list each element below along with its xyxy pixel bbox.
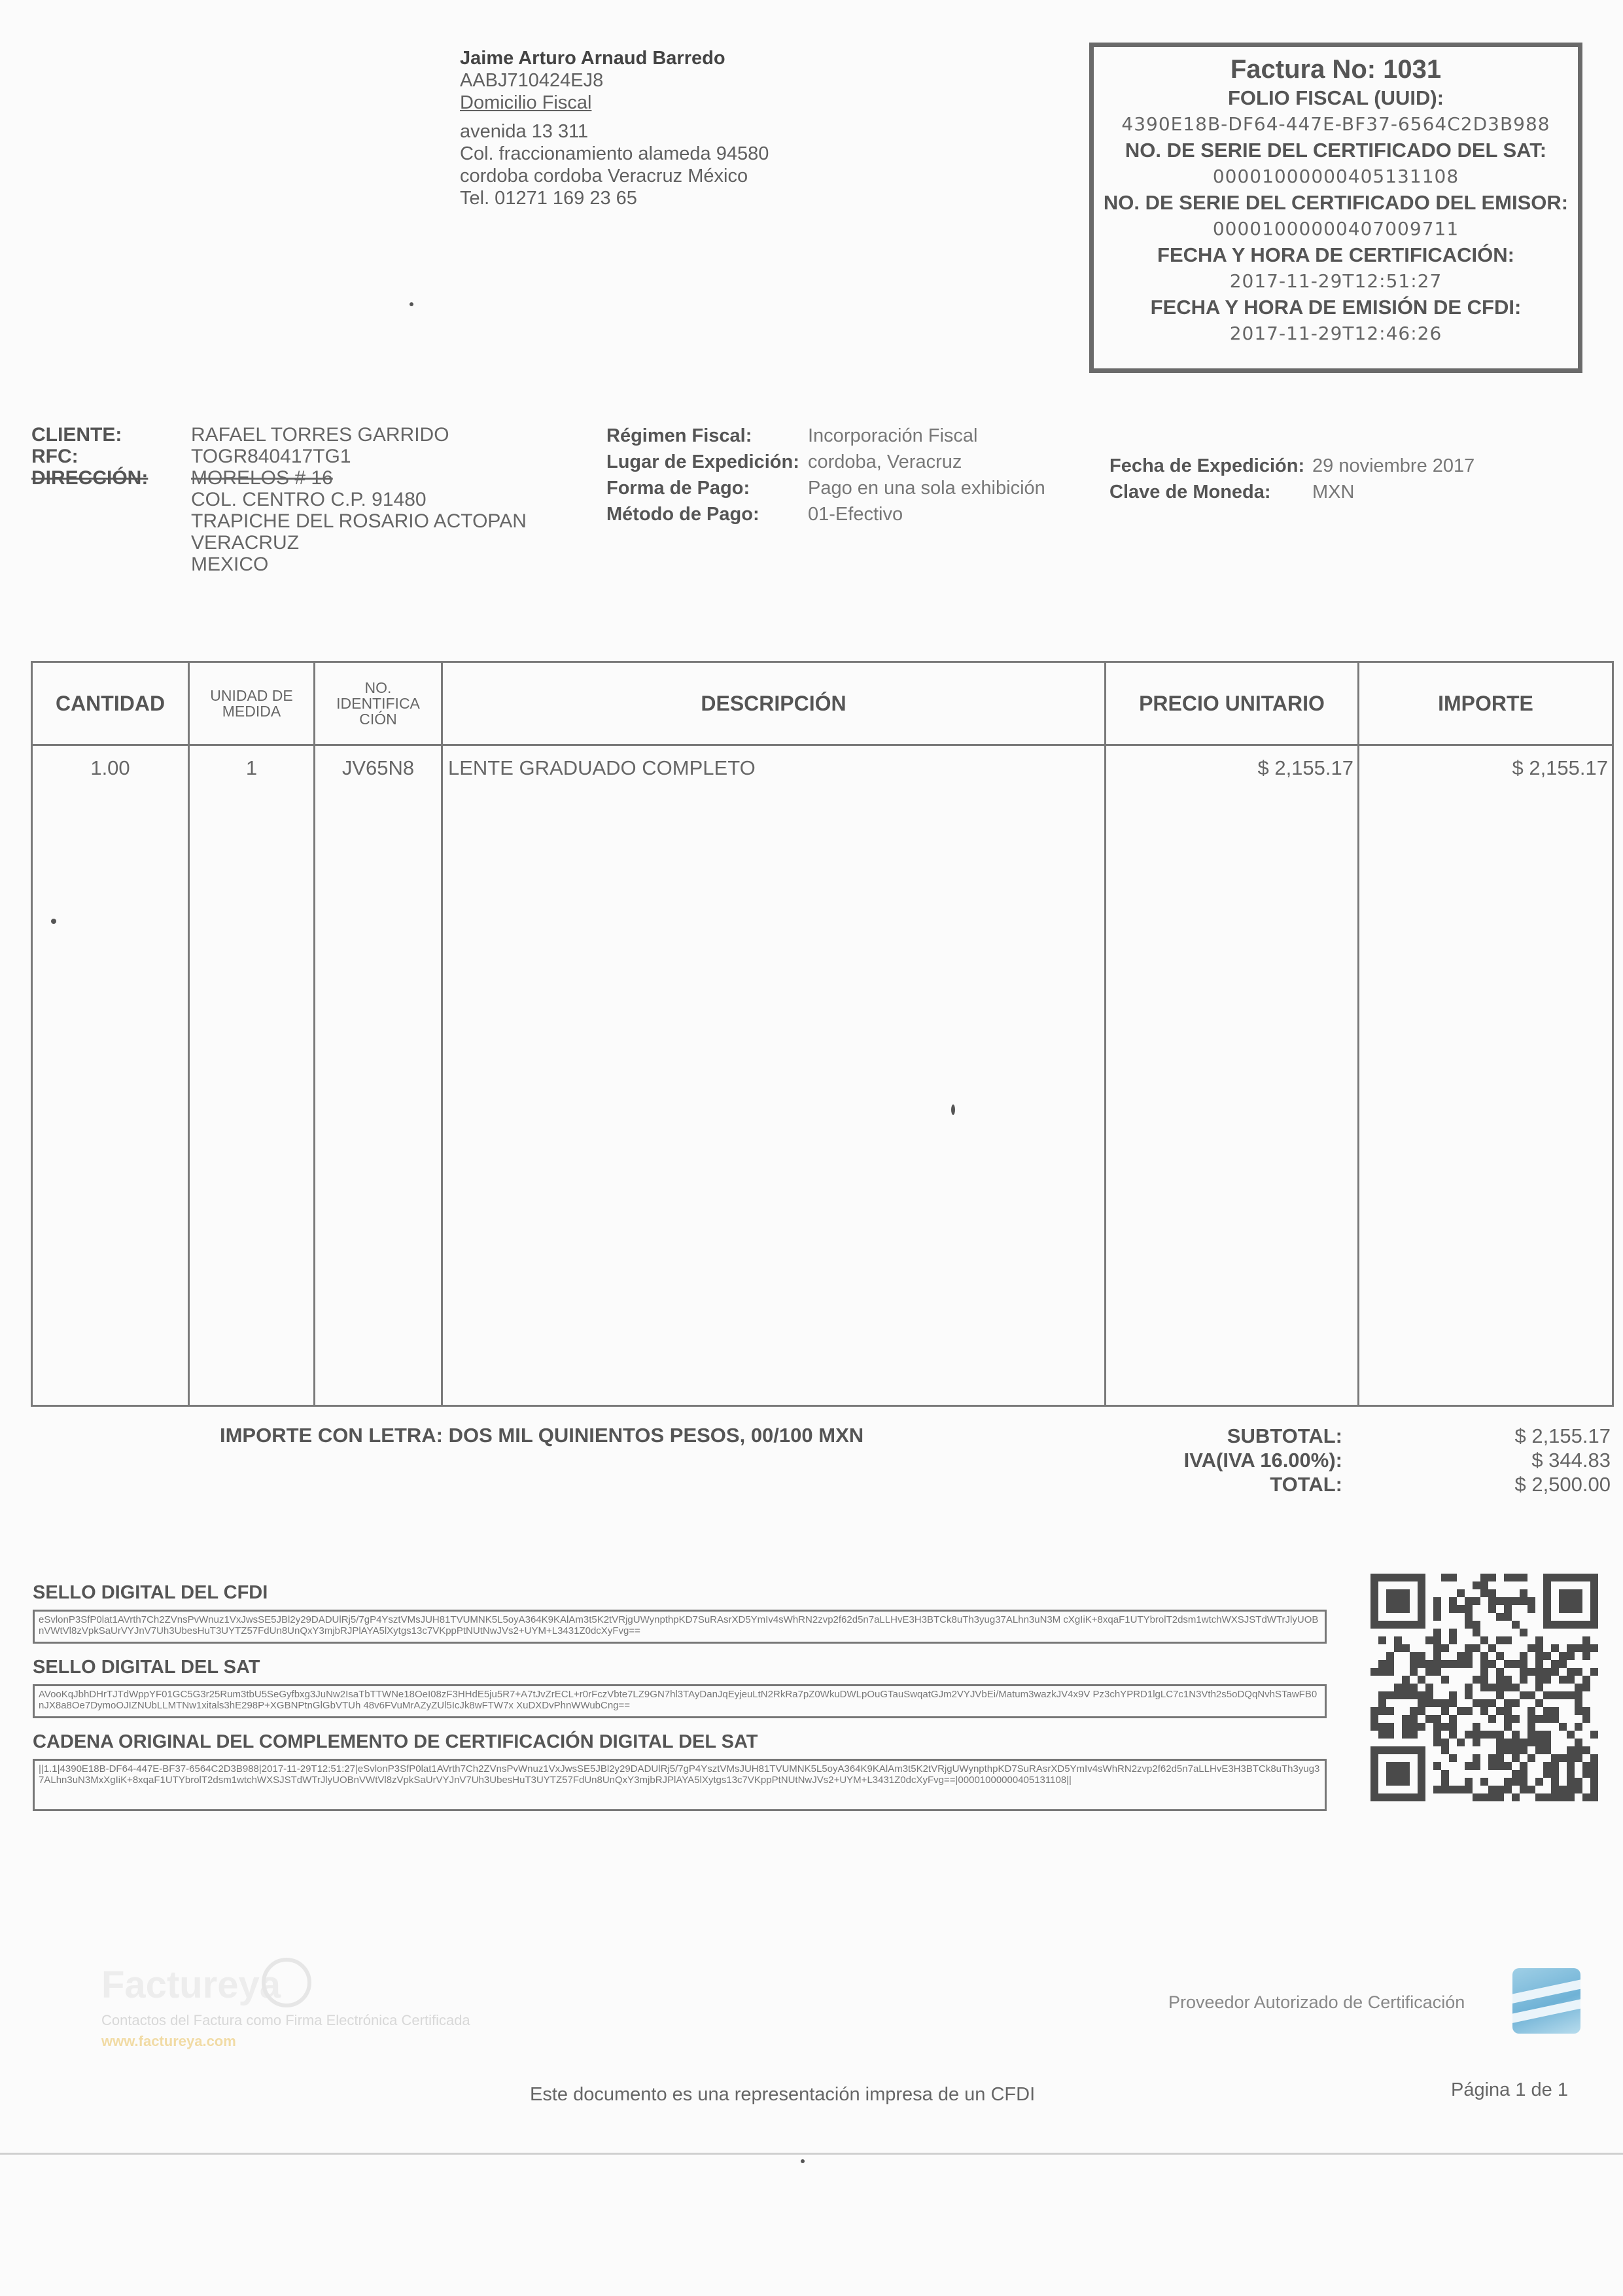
issuer-domicilio-label: Domicilio Fiscal [460, 92, 592, 113]
table-row [32, 745, 1613, 1406]
sello-cfdi-label: SELLO DIGITAL DEL CFDI [33, 1582, 268, 1603]
client-address-3: TRAPICHE DEL ROSARIO ACTOPAN [191, 510, 527, 532]
issuer-name: Jaime Arturo Arnaud Barredo [460, 48, 725, 69]
header-unidad-line-1: UNIDAD DE [210, 687, 293, 704]
importe-con-letra: IMPORTE CON LETRA: DOS MIL QUINIENTOS PESOS, 00/100 MXN [220, 1424, 864, 1447]
invoice-title: Factura No: 1031 [1230, 55, 1442, 84]
client-address-5: MEXICO [191, 554, 269, 575]
totals-values [1439, 1424, 1611, 1496]
iva-value: $ 344.83 [1531, 1449, 1611, 1472]
table-header-row [32, 662, 1613, 745]
fecha-expedicion-label: Fecha de Expedición: [1109, 455, 1305, 476]
total-label: TOTAL: [1270, 1473, 1342, 1496]
sello-sat-box: AVooKqJbhDHrTJTdWppYF01GC5G3r25Rum3tbU5SeGyfbxg3JuNw2IsaTbTTWNe18OeI08zF3HHdE5ju5R7+A7tJvZrECL+r0rFczVbte7LZ9GN7hl3TAyDanJqEyjeuLtN2RkRa7pZ0WkuDWLpOuGTauSwqatGJm2VYJVbEi/Matum3wazkJV4x9V Pz3chYPRD1lgLC7c1N3Vth2s5oDQqNvhSTawFB0 nJX8a8Oe7DymoOJIZNUbLLMTNw1xitals3hE298P+XGBNPtnGlGbVTUh 48v6FVuMrAZyZUl5IcJk8wFTW7x XuDXDvPhnWWubCng== [33, 1684, 1327, 1718]
serie-emisor-label: NO. DE SERIE DEL CERTIFICADO DEL EMISOR: [1103, 191, 1569, 214]
brand-logo: Factureya [101, 1964, 281, 2006]
provider-label: Proveedor Autorizado de Certificación [1168, 1992, 1465, 2012]
header-noid-line-3: CIÓN [359, 711, 397, 728]
client-rfc: TOGR840417TG1 [191, 446, 351, 467]
brand-ring-icon [262, 1958, 311, 2007]
serie-sat-value: 00001000000405131108 [1212, 166, 1459, 187]
serie-sat-label: NO. DE SERIE DEL CERTIFICADO DEL SAT: [1125, 139, 1547, 162]
header-unidad-line-2: MEDIDA [222, 703, 281, 720]
header-precio: PRECIO UNITARIO [1106, 662, 1359, 745]
regimen-label: Régimen Fiscal: [606, 425, 752, 446]
header-noid-line-1: NO. [364, 679, 392, 696]
issuer-rfc: AABJ710424EJ8 [460, 70, 604, 91]
row-importe: $ 2,155.17 [1359, 745, 1613, 1406]
fecha-cert-value: 2017-11-29T12:51:27 [1229, 270, 1442, 292]
items-table [31, 661, 1614, 1407]
row-cantidad: 1.00 [32, 745, 189, 1406]
client-name: RAFAEL TORRES GARRIDO [191, 424, 449, 446]
client-address-2: COL. CENTRO C.P. 91480 [191, 489, 427, 510]
fecha-expedicion-value: 29 noviembre 2017 [1312, 455, 1475, 476]
page-bottom-rule [0, 2153, 1623, 2155]
forma-value: Pago en una sola exhibición [808, 478, 1045, 499]
subtotal-label: SUBTOTAL: [1227, 1424, 1342, 1447]
header-cantidad: CANTIDAD [32, 662, 189, 745]
brand-subtitle: Contactos del Factura como Firma Electrónica Certificada [101, 2012, 470, 2028]
moneda-label: Clave de Moneda: [1109, 482, 1271, 503]
scan-speck [51, 919, 56, 924]
invoice-info-box [1089, 43, 1582, 373]
issuer-address-2: Col. fraccionamiento alameda 94580 [460, 143, 769, 164]
brand-url: www.factureya.com [101, 2033, 236, 2049]
serie-emisor-value: 00001000000407009711 [1212, 218, 1459, 239]
subtotal-value: $ 2,155.17 [1514, 1424, 1611, 1447]
page-number: Página 1 de 1 [1451, 2079, 1568, 2100]
scan-speck [951, 1104, 955, 1115]
sello-sat-label: SELLO DIGITAL DEL SAT [33, 1657, 260, 1678]
header-no-identificacion [315, 662, 442, 745]
issuer-block [460, 47, 769, 209]
moneda-value: MXN [1312, 482, 1355, 503]
header-unidad [189, 662, 315, 745]
cliente-label: CLIENTE: [31, 424, 122, 446]
direccion-label: DIRECCIÓN: [31, 467, 148, 489]
regimen-value: Incorporación Fiscal [808, 425, 978, 446]
metodo-value: 01-Efectivo [808, 504, 903, 525]
lugar-value: cordoba, Veracruz [808, 451, 962, 472]
client-address-1: MORELOS # 16 [191, 467, 333, 489]
folio-label: FOLIO FISCAL (UUID): [1227, 86, 1444, 109]
fecha-emision-value: 2017-11-29T12:46:26 [1229, 323, 1442, 344]
cadena-original-box: ||1.1|4390E18B-DF64-447E-BF37-6564C2D3B988|2017-11-29T12:51:27|eSvlonP3SfP0lat1AVrth7Ch2ZVnsPvWnuz1VxJwsSE5JBl2y29DADUlRj5/7gP4YsztVMsJUH81TVUMNK5L5oyA364K9KAlAm3t5K2tVRjgUWynpthpKD7SuRAsrXD5YmIv4sWhRN2zvp2f62d5n7aLLHvE3H3BTCk8uTh3yug37ALhn3uN3MxXgIiK+8xqaF1UTYbrolT2dsm1wtchWXSJSTdWTrJlyUOBnVWtVl8zVpkSaUrVYJnV7Uh3UbesHuT3UYTZ57FdUn8UnQxY3mjbRJPlAYA5lXytgs13c7VKppPtNUtNwJVs2+UYM+L3431Z0dcXyFvg==|00001000000405131108|| [33, 1759, 1327, 1811]
totals-labels [1164, 1424, 1342, 1496]
qr-code-graphic [1370, 1574, 1598, 1801]
row-descripcion: LENTE GRADUADO COMPLETO [442, 745, 1106, 1406]
lugar-label: Lugar de Expedición: [606, 451, 799, 472]
scan-speck [410, 302, 413, 306]
fecha-emision-label: FECHA Y HORA DE EMISIÓN DE CFDI: [1150, 296, 1522, 319]
row-unidad: 1 [189, 745, 315, 1406]
header-importe: IMPORTE [1359, 662, 1613, 745]
sat-logo-icon [1512, 1968, 1580, 2034]
cadena-original-label: CADENA ORIGINAL DEL COMPLEMENTO DE CERTIFICACIÓN DIGITAL DEL SAT [33, 1731, 758, 1752]
metodo-label: Método de Pago: [606, 504, 759, 525]
total-value: $ 2,500.00 [1514, 1473, 1611, 1496]
header-descripcion: DESCRIPCIÓN [442, 662, 1106, 745]
footer-note: Este documento es una representación impresa de un CFDI [530, 2084, 1036, 2105]
issuer-phone: Tel. 01271 169 23 65 [460, 188, 637, 209]
fecha-cert-label: FECHA Y HORA DE CERTIFICACIÓN: [1157, 243, 1514, 266]
issuer-address-3: cordoba cordoba Veracruz México [460, 166, 748, 186]
rfc-label: RFC: [31, 446, 79, 467]
iva-label: IVA(IVA 16.00%): [1183, 1449, 1342, 1472]
row-id: JV65N8 [315, 745, 442, 1406]
scan-speck [801, 2159, 805, 2163]
row-precio: $ 2,155.17 [1106, 745, 1359, 1406]
folio-value: 4390E18B-DF64-447E-BF37-6564C2D3B988 [1121, 113, 1550, 135]
client-address-4: VERACRUZ [191, 532, 300, 554]
sello-cfdi-box: eSvlonP3SfP0lat1AVrth7Ch2ZVnsPvWnuz1VxJwsSE5JBl2y29DADUlRj5/7gP4YsztVMsJUH81TVUMNK5L5oyA364K9KAlAm3t5K2tVRjgUWynpthpKD7SuRAsrXD5YmIv4sWhRN2zvp2f62d5n7aLLHvE3H3BTCk8uTh3yug37ALhn3uN3M cXgIiK+8xqaF1UTYbrolT2dsm1wtchWXSJSTdWTrJlyUOBnVWtVl8zVpkSaUrVYJnV7Uh3UbesHuT3UYTZ57FdUn8UnQxY3mjbRJPlAYA5lXytgs13c7VKppPtNUtNwJVs2+UYM+L3431Z0dcXyFvg== [33, 1610, 1327, 1644]
forma-label: Forma de Pago: [606, 478, 750, 499]
issuer-address-1: avenida 13 311 [460, 121, 589, 142]
qr-code [1370, 1574, 1598, 1801]
header-noid-line-2: IDENTIFICA [336, 695, 420, 712]
